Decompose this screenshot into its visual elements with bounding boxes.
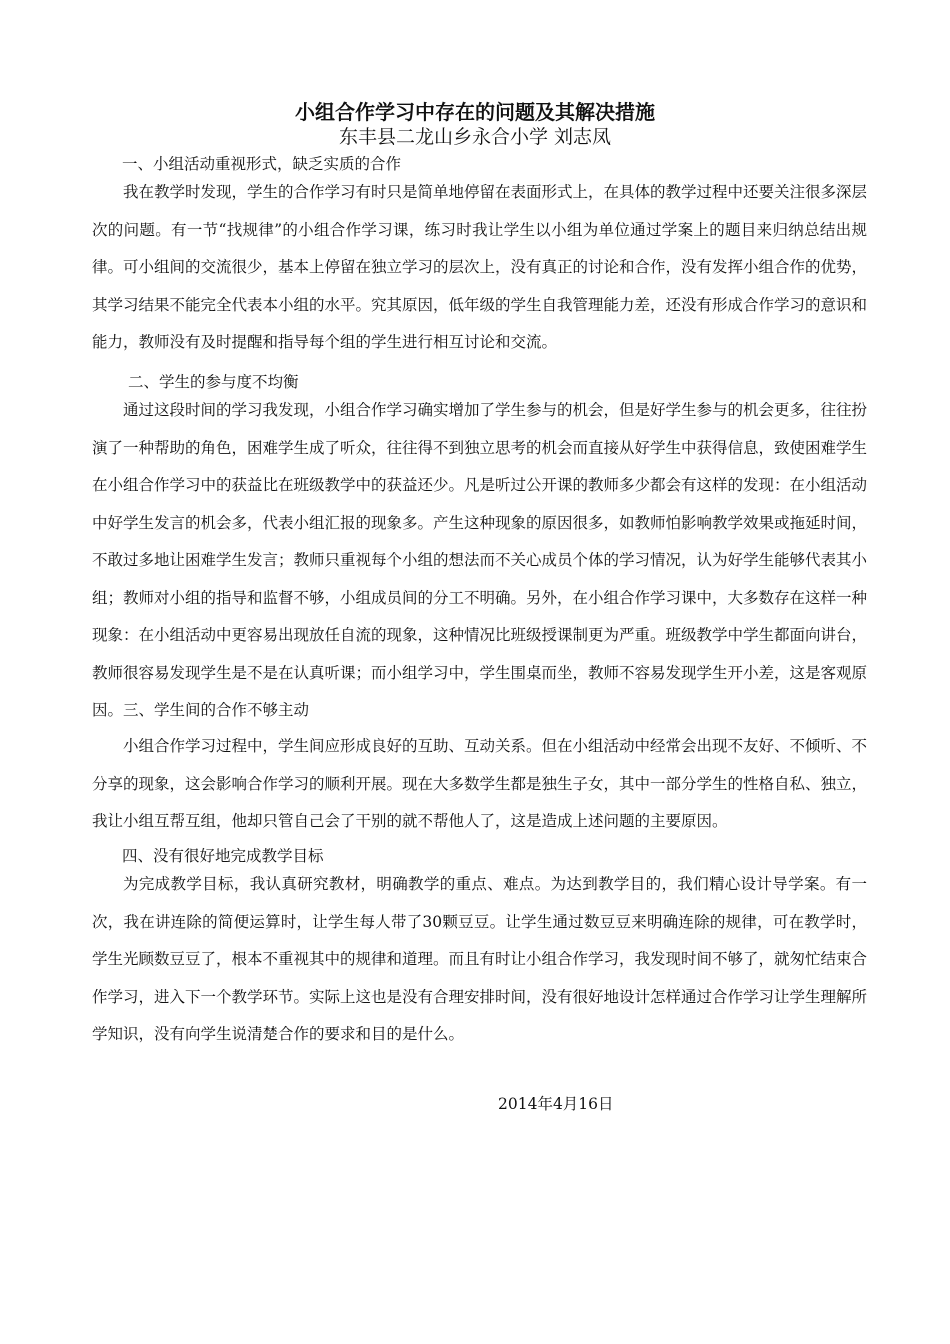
document-date: 2014年4月16日 (498, 1095, 614, 1113)
section-3-paragraph: 小组合作学习过程中，学生间应形成良好的互助、互动关系。但在小组活动中经常会出现不友好、不倾听、不分享的现象，这会影响合作学习的顺利开展。现在大多数学生都是独生子女，其中一部分学生的性格自私、独立，我让小组互帮互组，他却只管自己会了干别的就不帮他人了，这是造成上述问题的主要原因。 (92, 737, 868, 830)
section-4-heading: 四、没有很好地完成教学目标 (122, 847, 324, 865)
section-2-paragraph: 通过这段时间的学习我发现，小组合作学习确实增加了学生参与的机会，但是好学生参与的机会更多，往往扮演了一种帮助的角色，困难学生成了听众，往往得不到独立思考的机会而直接从好学生中获得信息，致使困难学生在小组合作学习中的获益比在班级教学中的获益还少。凡是听过公开课的教师多少都会有这样的发现：在小组活动中好学生发言的机会多，代表小组汇报的现象多。产生这种现象的原因很多，如教师怕影响教学效果或拖延时间，不敢过多地让困难学生发言；教师只重视每个小组的想法而不关心成员个体的学习情况，认为好学生能够代表其小组；教师对小组的指导和监督不够，小组成员间的分工不明确。另外，在小组合作学习课中，大多数存在这样一种现象：在小组活动中更容易出现放任自流的现象，这种情况比班级授课制更为严重。班级教学中学生都面向讲台，教师很容易发现学生是不是在认真听课；而小组学习中，学生围桌而坐，教师不容易发现学生开小差，这是客观原因。三、学生间的合作不够主动 (92, 401, 868, 719)
section-4-paragraph: 为完成教学目标，我认真研究教材，明确教学的重点、难点。为达到教学目的，我们精心设计导学案。有一次，我在讲连除的简便运算时，让学生每人带了30颗豆豆。让学生通过数豆豆来明确连除的规律，可在教学时，学生光顾数豆豆了，根本不重视其中的规律和道理。而且有时让小组合作学习，我发现时间不够了，就匆忙结束合作学习，进入下一个教学环节。实际上这也是没有合理安排时间，没有很好地设计怎样通过合作学习让学生理解所学知识，没有向学生说清楚合作的要求和目的是什么。 (92, 875, 868, 1043)
section-1-heading: 一、小组活动重视形式，缺乏实质的合作 (122, 155, 402, 173)
section-1-paragraph: 我在教学时发现，学生的合作学习有时只是简单地停留在表面形式上，在具体的教学过程中还要关注很多深层次的问题。有一节“找规律”的小组合作学习课，练习时我让学生以小组为单位通过学案上的题目来归纳总结出规律。可小组间的交流很少，基本上停留在独立学习的层次上，没有真正的讨论和合作，没有发挥小组合作的优势，其学习结果不能完全代表本小组的水平。究其原因，低年级的学生自我管理能力差，还没有形成合作学习的意识和能力，教师没有及时提醒和指导每个组的学生进行相互讨论和交流。 (92, 183, 868, 351)
document-title: 小组合作学习中存在的问题及其解决措施 (295, 100, 655, 124)
section-2-heading: 二、学生的参与度不均衡 (128, 373, 299, 391)
document-author: 东丰县二龙山乡永合小学 刘志凤 (338, 126, 612, 148)
